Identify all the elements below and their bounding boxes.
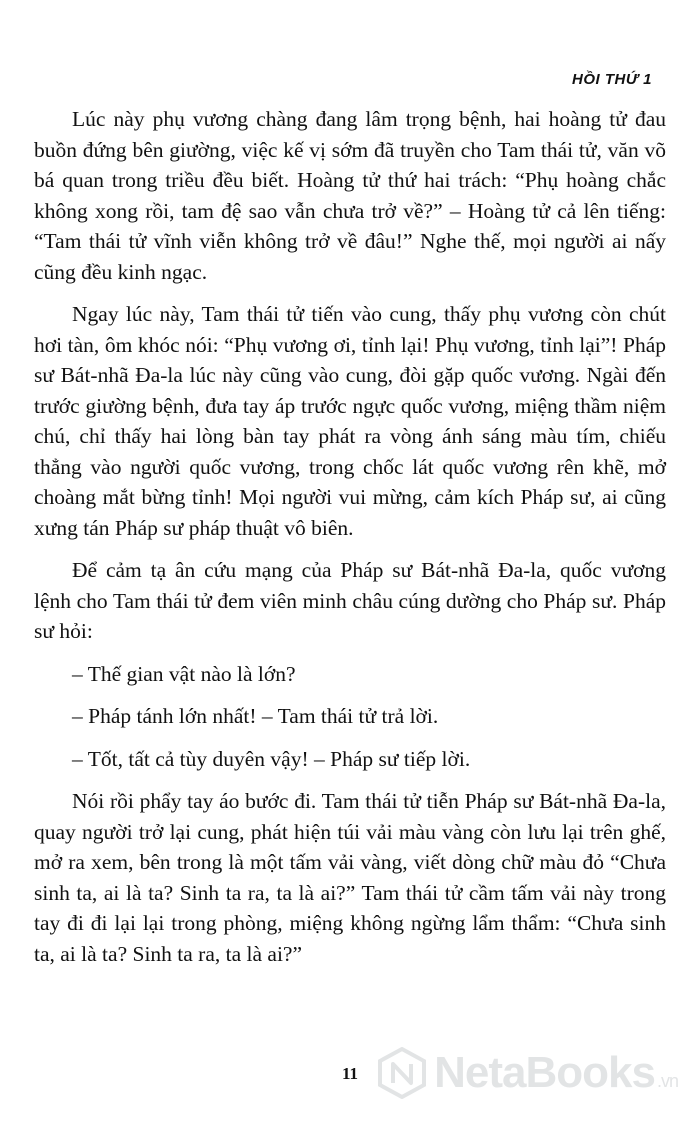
dialogue-line: – Pháp tánh lớn nhất! – Tam thái tử trả lời. [72, 704, 439, 728]
paragraph: Để cảm tạ ân cứu mạng của Pháp sư Bát-nhã Đa-la, quốc vương lệnh cho Tam thái tử đem viên minh châu cúng dường cho Pháp sư. Pháp sư hỏi: [34, 558, 666, 643]
paragraph: Nói rồi phẩy tay áo bước đi. Tam thái tử tiễn Pháp sư Bát-nhã Đa-la, quay người trở lại cung, phát hiện túi vải màu vàng còn lưu lại trên ghế, mở ra xem, bên trong là một tấm vải vàng, viết dòng chữ màu đỏ “Chưa sinh ta, ai là ta? Sinh ta ra, ta là ai?” Tam thái tử cầm tấm vải này trong tay đi đi lại lại trong phòng, miệng không ngừng lẩm thẩm: “Chưa sinh ta, ai là ta? Sinh ta ra, ta là ai?” [34, 789, 666, 966]
dialogue-line: – Tốt, tất cả tùy duyên vậy! – Pháp sư tiếp lời. [72, 746, 471, 771]
netabooks-logo-icon [376, 1047, 428, 1099]
paragraph: Lúc này phụ vương chàng đang lâm trọng bệnh, hai hoàng tử đau buồn đứng bên giường, việc kế vị sớm đã truyền cho Tam thái tử, văn võ bá quan trong triều đều biết. Hoàng tử thứ hai trách: “Phụ hoàng chắc không xong rồi, tam đệ sao vẫn chưa trở về?” – Hoàng tử cả lên tiếng: “Tam thái tử vĩnh viễn không trở về đâu!” Nghe thế, mọi người ai nấy cũng đều kinh ngạc. [34, 107, 666, 284]
watermark-brand: NetaBooks [434, 1048, 655, 1097]
watermark [376, 1047, 678, 1099]
body-text [34, 104, 666, 981]
watermark-text [434, 1048, 678, 1098]
page-number: 11 [341, 1064, 359, 1083]
watermark-suffix: .vn [656, 1071, 678, 1091]
dialogue-line: – Thế gian vật nào là lớn? [72, 661, 296, 686]
running-head: HỒI THỨ 1 [572, 71, 652, 88]
paragraph: Ngay lúc này, Tam thái tử tiến vào cung, thấy phụ vương còn chút hơi tàn, ôm khóc nói: “Phụ vương ơi, tỉnh lại! Phụ vương, tỉnh lại”! Pháp sư Bát-nhã Đa-la lúc này cũng vào cung, đòi gặp quốc vương. Ngài đến trước giường bệnh, đưa tay áp trước ngực quốc vương, miệng thầm niệm chú, chỉ thấy hai lòng bàn tay phát ra vòng ánh sáng màu tím, chiếu thẳng vào người quốc vương, trong chốc lát quốc vương rên khẽ, mở choàng mắt bừng tỉnh! Mọi người vui mừng, cảm kích Pháp sư, ai cũng xưng tán Pháp sư pháp thuật vô biên. [34, 302, 666, 540]
